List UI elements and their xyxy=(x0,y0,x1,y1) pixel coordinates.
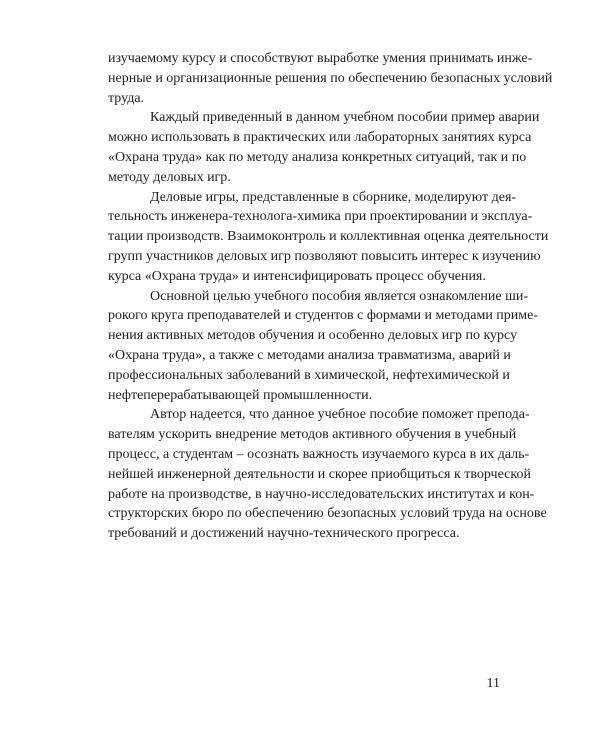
text-line: вателям ускорить внедрение методов активного обучения в учебный xyxy=(108,427,517,443)
text-line: групп участников деловых игр позволяют повысить интерес к изучению xyxy=(108,248,541,264)
text-line: Автор надеется, что данное учебное пособие поможет препода- xyxy=(150,407,530,423)
text-line: нейшей инженерной деятельности и скорее приобщиться к творческой xyxy=(108,466,531,482)
text-line: труда. xyxy=(108,90,145,106)
text-line: можно использовать в практических или лабораторных занятиях курса xyxy=(108,130,532,146)
text-line: нения активных методов обучения и особенно деловых игр по курсу xyxy=(108,328,518,344)
paragraph xyxy=(108,49,553,108)
text-line: нерные и организационные решения по обеспечению безопасных условий xyxy=(108,70,553,86)
text-line: требований и достижений научно-технического прогресса. xyxy=(108,526,460,542)
paragraph xyxy=(108,108,540,187)
body-text xyxy=(108,49,553,544)
text-line: тации производств. Взаимоконтроль и коллективная оценка деятельности xyxy=(108,229,549,245)
text-line: Каждый приведенный в данном учебном пособии пример аварии xyxy=(150,110,540,126)
text-line: Основной целью учебного пособия является ознакомление ши- xyxy=(150,288,529,304)
text-line: «Охрана труда» как по методу анализа конкретных ситуаций, так и по xyxy=(108,149,527,165)
text-line: процесс, а студентам – осознать важность изучаемого курса в их даль- xyxy=(108,446,530,462)
text-line: методу деловых игр. xyxy=(108,169,231,185)
paragraph xyxy=(108,287,539,406)
paragraph xyxy=(108,405,547,544)
text-line: работе на производстве, в научно-исследовательских институтах и кон- xyxy=(108,486,535,502)
paragraph xyxy=(108,188,549,287)
text-line: структорских бюро по обеспечению безопасных условий труда на основе xyxy=(108,506,547,522)
text-line: Деловые игры, представленные в сборнике, моделируют дея- xyxy=(150,189,517,205)
text-line: тельность инженера-технолога-химика при проектировании и эксплуа- xyxy=(108,209,533,225)
text-line: нефтеперерабатывающей промышленности. xyxy=(108,387,373,403)
text-line: курса «Охрана труда» и интенсифицировать процесс обучения. xyxy=(108,268,486,284)
text-line: рокого круга преподавателей и студентов с формами и методами приме- xyxy=(108,308,539,324)
text-line: профессиональных заболеваний в химической, нефтехимической и xyxy=(108,367,510,383)
text-line: «Охрана труда», а также с методами анализа травматизма, аварий и xyxy=(108,347,511,363)
page-number: 11 xyxy=(486,676,500,691)
text-line: изучаемому курсу и способствуют выработке умения принимать инже- xyxy=(108,51,533,66)
